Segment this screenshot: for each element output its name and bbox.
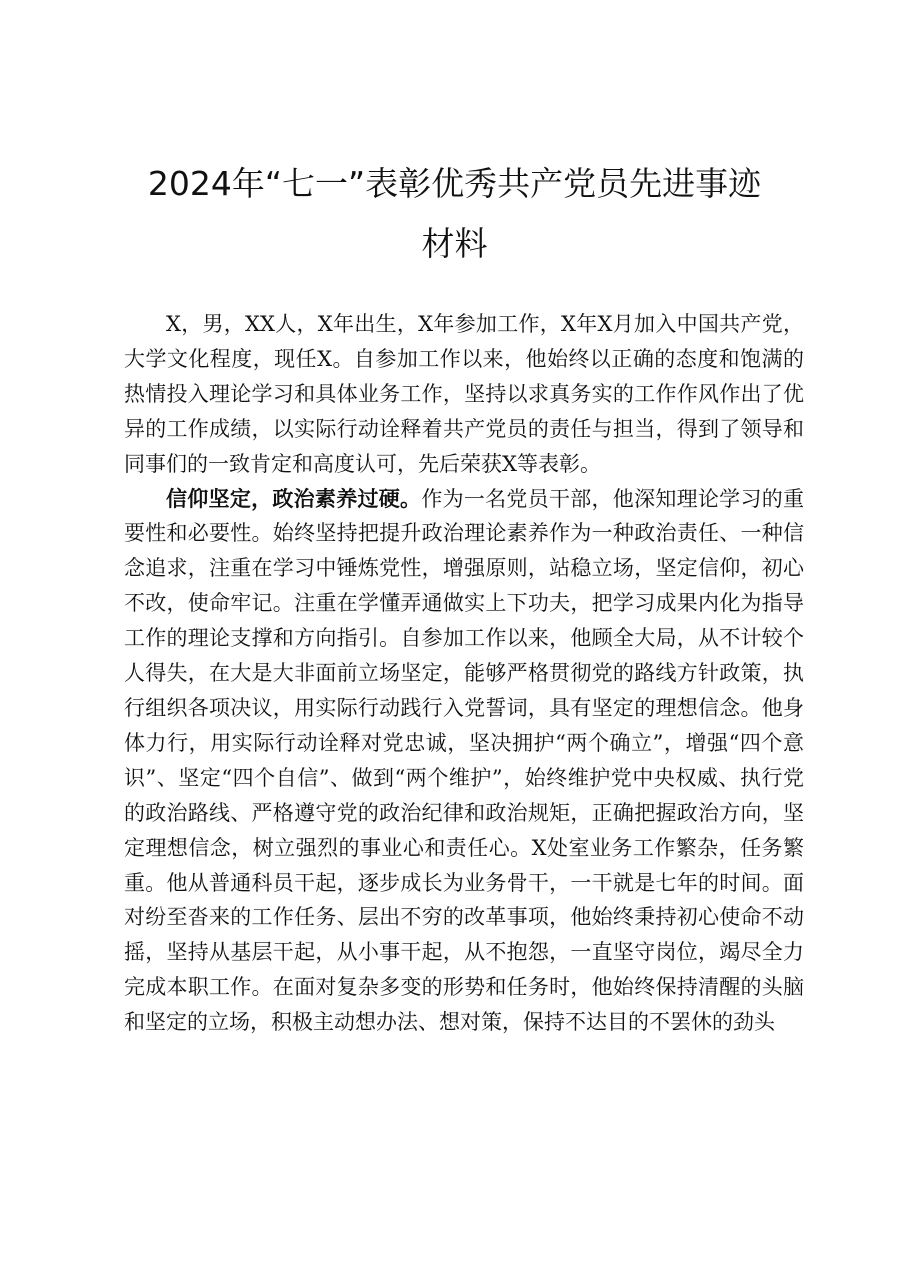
document-body <box>124 307 804 1040</box>
paragraph-political-quality <box>124 482 804 1041</box>
paragraph-heading: 信仰坚定，政治素养过硬。 <box>166 486 422 511</box>
paragraph-intro-text: X，男，XX人，X年出生，X年参加工作，X年X月加入中国共产党，大学文化程度，现任X。自参加工作以来，他始终以正确的态度和饱满的热情投入理论学习和具体业务工作，坚持以求真务实的工作作风作出了优异的工作成绩，以实际行动诠释着共产党员的责任与担当，得到了领导和同事们的一致肯定和高度认可，先后荣获X等表彰。 <box>124 312 804 476</box>
document-title <box>120 154 789 274</box>
paragraph-political-quality-text: 作为一名党员干部，他深知理论学习的重要性和必要性。始终坚持把提升政治理论素养作为一种政治责任、一种信念追求，注重在学习中锤炼党性，增强原则，站稳立场，坚定信仰，初心不改，使命牢记。注重在学懂弄通做实上下功夫，把学习成果内化为指导工作的理论支撑和方向指引。自参加工作以来，他顾全大局，从不计较个人得失，在大是大非面前立场坚定，能够严格贯彻党的路线方针政策，执行组织各项决议，用实际行动践行入党誓词，具有坚定的理想信念。他身体力行，用实际行动诠释对党忠诚，坚决拥护“两个确立”，增强“四个意识”、坚定“四个自信”、做到“两个维护”，始终维护党中央权威、执行党的政治路线、严格遵守党的政治纪律和政治规矩，正确把握政治方向，坚定理想信念，树立强烈的事业心和责任心。X处室业务工作繁杂，任务繁重。他从普通科员干起，逐步成长为业务骨干，一干就是七年的时间。面对纷至沓来的工作任务、层出不穷的改革事项，他始终秉持初心使命不动摇，坚持从基层干起，从小事干起，从不抱怨，一直坚守岗位，竭尽全力完成本职工作。在面对复杂多变的形势和任务时，他始终保持清醒的头脑和坚定的立场，积极主动想办法、想对策，保持不达目的不罢休的劲头 <box>124 486 805 1035</box>
title-line-1: 2024年“七一”表彰优秀共产党员先进事迹 <box>147 164 762 203</box>
paragraph-intro <box>124 307 804 482</box>
title-line-2: 材料 <box>421 224 488 263</box>
